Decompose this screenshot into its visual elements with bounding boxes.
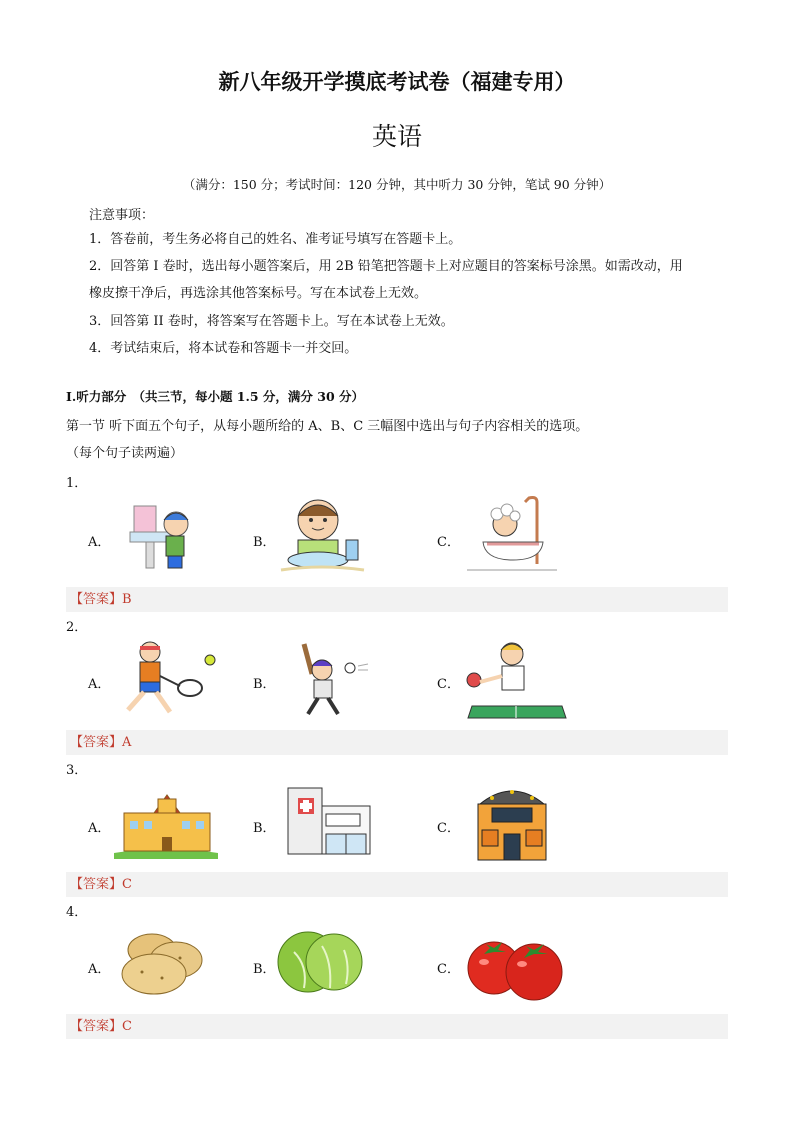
question-number: 3． xyxy=(66,763,88,778)
notice-item-2-cont: 橡皮擦干净后，再选涂其他答案标号。写在本试卷上无效。 xyxy=(89,286,428,301)
option-a-label: A． xyxy=(88,677,111,692)
answer-tag: 【答案】 xyxy=(70,877,123,892)
part-note: （每个句子读两遍） xyxy=(66,446,184,461)
school-building-icon xyxy=(114,783,220,859)
option-c-label: C． xyxy=(437,677,460,692)
potatoes-icon xyxy=(118,928,210,998)
ping-pong-player-icon xyxy=(466,638,566,722)
section-heading: I.听力部分 （共三节，每小题 1.5 分，满分 30 分） xyxy=(66,389,364,404)
answer-tag: 【答案】 xyxy=(70,1019,123,1034)
answer-value: C xyxy=(122,1019,132,1034)
option-a-label: A． xyxy=(88,821,111,836)
answer-value: B xyxy=(122,592,132,607)
question-number: 2． xyxy=(66,620,88,635)
question-number: 4． xyxy=(66,905,88,920)
exam-info: （满分：150 分；考试时间：120 分钟，其中听力 30 分钟，笔试 90 分钟） xyxy=(182,177,612,192)
answer-bar xyxy=(66,587,728,612)
subject-title: 英语 xyxy=(371,122,422,151)
option-b-label: B． xyxy=(253,962,276,977)
notice-item-2: 2．回答第 I 卷时，选出每小题答案后，用 2B 铅笔把答题卡上对应题目的答案标号涂黑。如需改动，用 xyxy=(89,259,683,274)
question-number: 1． xyxy=(66,476,88,491)
answer-value: A xyxy=(122,735,132,750)
boy-washing-face-icon xyxy=(128,498,208,573)
tomatoes-icon xyxy=(464,932,564,1002)
option-b-label: B． xyxy=(253,821,276,836)
option-c-label: C． xyxy=(437,821,460,836)
shower-bathtub-icon xyxy=(467,494,557,574)
tennis-player-icon xyxy=(118,640,218,720)
option-a-label: A． xyxy=(88,962,111,977)
option-a-label: A． xyxy=(88,535,111,550)
notice-item-1: 1．答卷前，考生务必将自己的姓名、准考证号填写在答题卡上。 xyxy=(89,232,462,247)
answer-tag: 【答案】 xyxy=(70,592,123,607)
page-title: 新八年级开学摸底考试卷（福建专用） xyxy=(218,70,576,94)
baseball-player-icon xyxy=(290,640,370,720)
answer-value: C xyxy=(122,877,132,892)
notice-item-3: 3．回答第 II 卷时，将答案写在答题卡上。写在本试卷上无效。 xyxy=(89,314,454,329)
answer-bar xyxy=(66,1014,728,1039)
part-instruction: 第一节 听下面五个句子，从每小题所给的 A、B、C 三幅图中选出与句子内容相关的选项。 xyxy=(66,419,589,434)
boy-washing-hands-icon xyxy=(276,494,366,574)
answer-bar xyxy=(66,730,728,755)
option-b-label: B． xyxy=(253,677,276,692)
hospital-building-icon xyxy=(284,784,374,858)
option-c-label: C． xyxy=(437,962,460,977)
cinema-building-icon xyxy=(472,784,552,862)
answer-tag: 【答案】 xyxy=(70,735,123,750)
cabbages-icon xyxy=(274,922,366,1002)
notice-item-4: 4．考试结束后，将本试卷和答题卡一并交回。 xyxy=(89,341,358,356)
answer-bar xyxy=(66,872,728,897)
notice-heading: 注意事项： xyxy=(89,208,155,223)
option-b-label: B． xyxy=(253,535,276,550)
option-c-label: C． xyxy=(437,535,460,550)
